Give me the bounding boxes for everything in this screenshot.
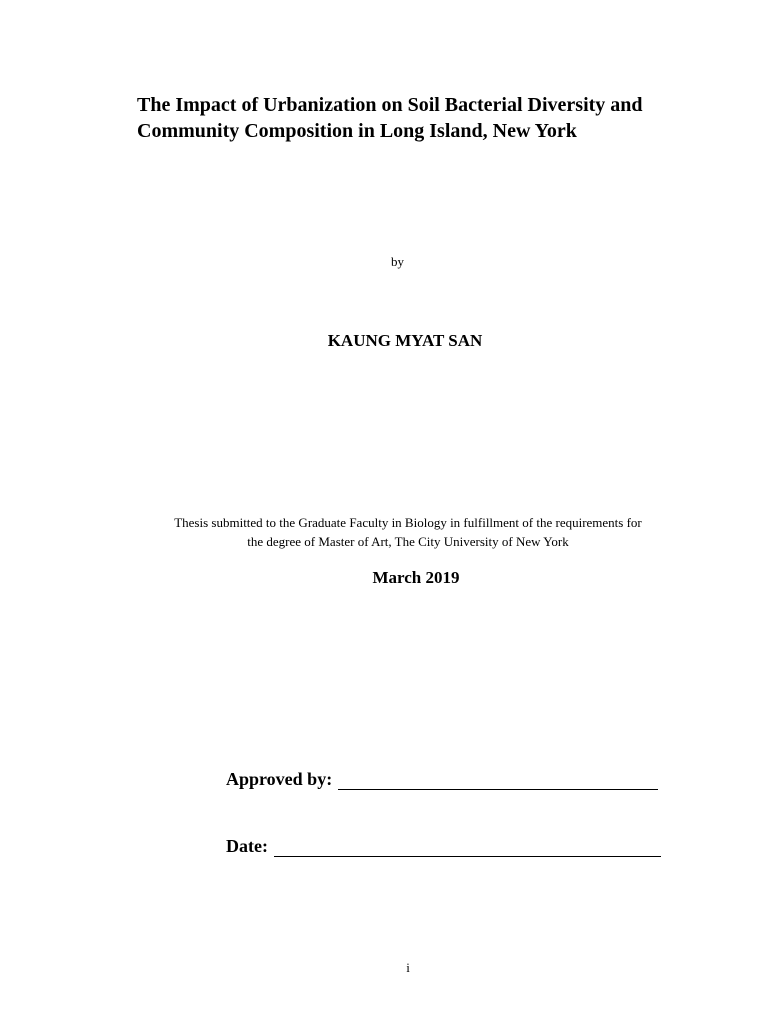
submission-statement-line-1: Thesis submitted to the Graduate Faculty in Biology in fulfillment of the requirements for xyxy=(174,515,642,530)
date-signature-line xyxy=(274,838,661,857)
thesis-title-line-1: The Impact of Urbanization on Soil Bacterial Diversity and xyxy=(137,94,643,116)
submission-statement xyxy=(120,513,696,551)
date-row xyxy=(226,835,661,857)
page-number: i xyxy=(406,960,410,975)
thesis-title xyxy=(137,92,697,144)
approved-by-label: Approved by: xyxy=(226,769,333,789)
submission-date: March 2019 xyxy=(372,568,460,587)
submission-statement-line-2: the degree of Master of Art, The City University of New York xyxy=(247,534,569,549)
approved-by-row xyxy=(226,768,658,790)
thesis-title-line-2: Community Composition in Long Island, New York xyxy=(137,120,577,142)
by-label: by xyxy=(391,254,404,269)
date-label: Date: xyxy=(226,836,268,856)
author-name: KAUNG MYAT SAN xyxy=(327,331,483,350)
approved-by-signature-line xyxy=(338,771,658,790)
